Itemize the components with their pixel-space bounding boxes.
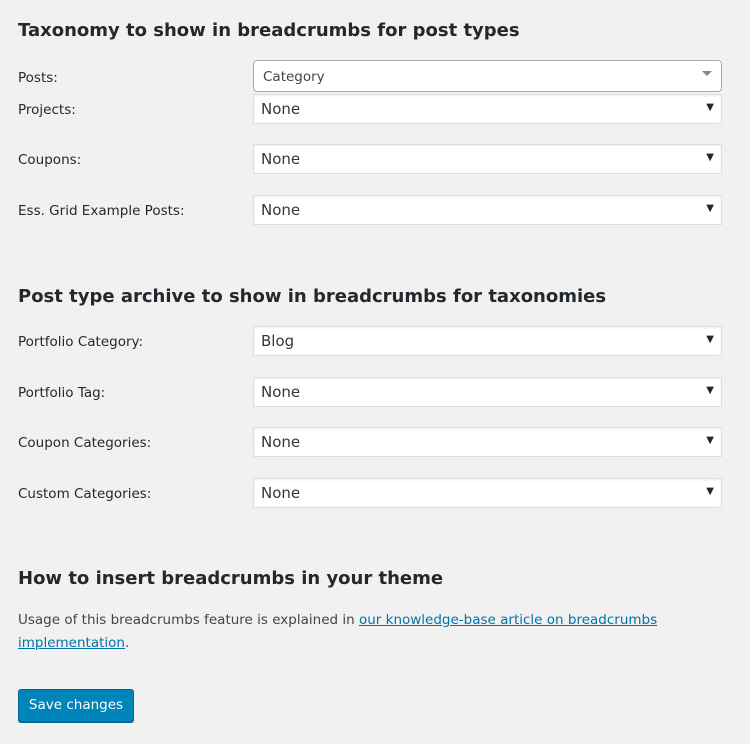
description-period: . (124, 635, 130, 651)
custom-categories-select[interactable] (253, 478, 722, 508)
custom-categories-label: Custom Categories: (18, 486, 152, 502)
ess-grid-taxonomy-select[interactable] (253, 195, 722, 225)
posts-label: Posts: (18, 70, 58, 86)
chevron-down-icon (702, 71, 712, 76)
chevron-down-icon: ▼ (706, 334, 714, 345)
coupon-categories-value: None (261, 433, 301, 451)
portfolio-tag-value: None (261, 383, 301, 401)
chevron-down-icon: ▼ (706, 385, 714, 396)
chevron-down-icon: ▼ (706, 435, 714, 446)
coupon-categories-label: Coupon Categories: (18, 435, 152, 451)
portfolio-category-select[interactable] (253, 326, 722, 356)
insert-description (18, 609, 718, 655)
save-changes-button[interactable]: Save changes (18, 689, 134, 722)
portfolio-category-value: Blog (261, 332, 295, 350)
projects-taxonomy-select[interactable] (253, 94, 722, 124)
insert-section-title: How to insert breadcrumbs in your theme (18, 568, 444, 589)
projects-label: Projects: (18, 102, 76, 118)
ess-grid-taxonomy-value: None (261, 201, 301, 219)
coupons-label: Coupons: (18, 152, 82, 168)
posts-taxonomy-select[interactable] (253, 60, 722, 92)
coupon-categories-select[interactable] (253, 427, 722, 457)
portfolio-tag-select[interactable] (253, 377, 722, 407)
portfolio-tag-label: Portfolio Tag: (18, 385, 106, 401)
taxonomy-section-title: Taxonomy to show in breadcrumbs for post types (18, 20, 520, 41)
coupons-taxonomy-select[interactable] (253, 144, 722, 174)
knowledge-base-link[interactable]: our knowledge-base article on breadcrumbs implementation (18, 612, 658, 651)
chevron-down-icon: ▼ (706, 152, 714, 163)
custom-categories-value: None (261, 484, 301, 502)
chevron-down-icon: ▼ (706, 203, 714, 214)
chevron-down-icon: ▼ (706, 486, 714, 497)
description-text: Usage of this breadcrumbs feature is explained in (18, 612, 359, 628)
portfolio-category-label: Portfolio Category: (18, 334, 144, 350)
coupons-taxonomy-value: None (261, 150, 301, 168)
projects-taxonomy-value: None (261, 100, 301, 118)
chevron-down-icon: ▼ (706, 102, 714, 113)
archive-section-title: Post type archive to show in breadcrumbs for taxonomies (18, 286, 607, 307)
posts-taxonomy-value: Category (263, 69, 325, 85)
ess-grid-label: Ess. Grid Example Posts: (18, 203, 185, 219)
